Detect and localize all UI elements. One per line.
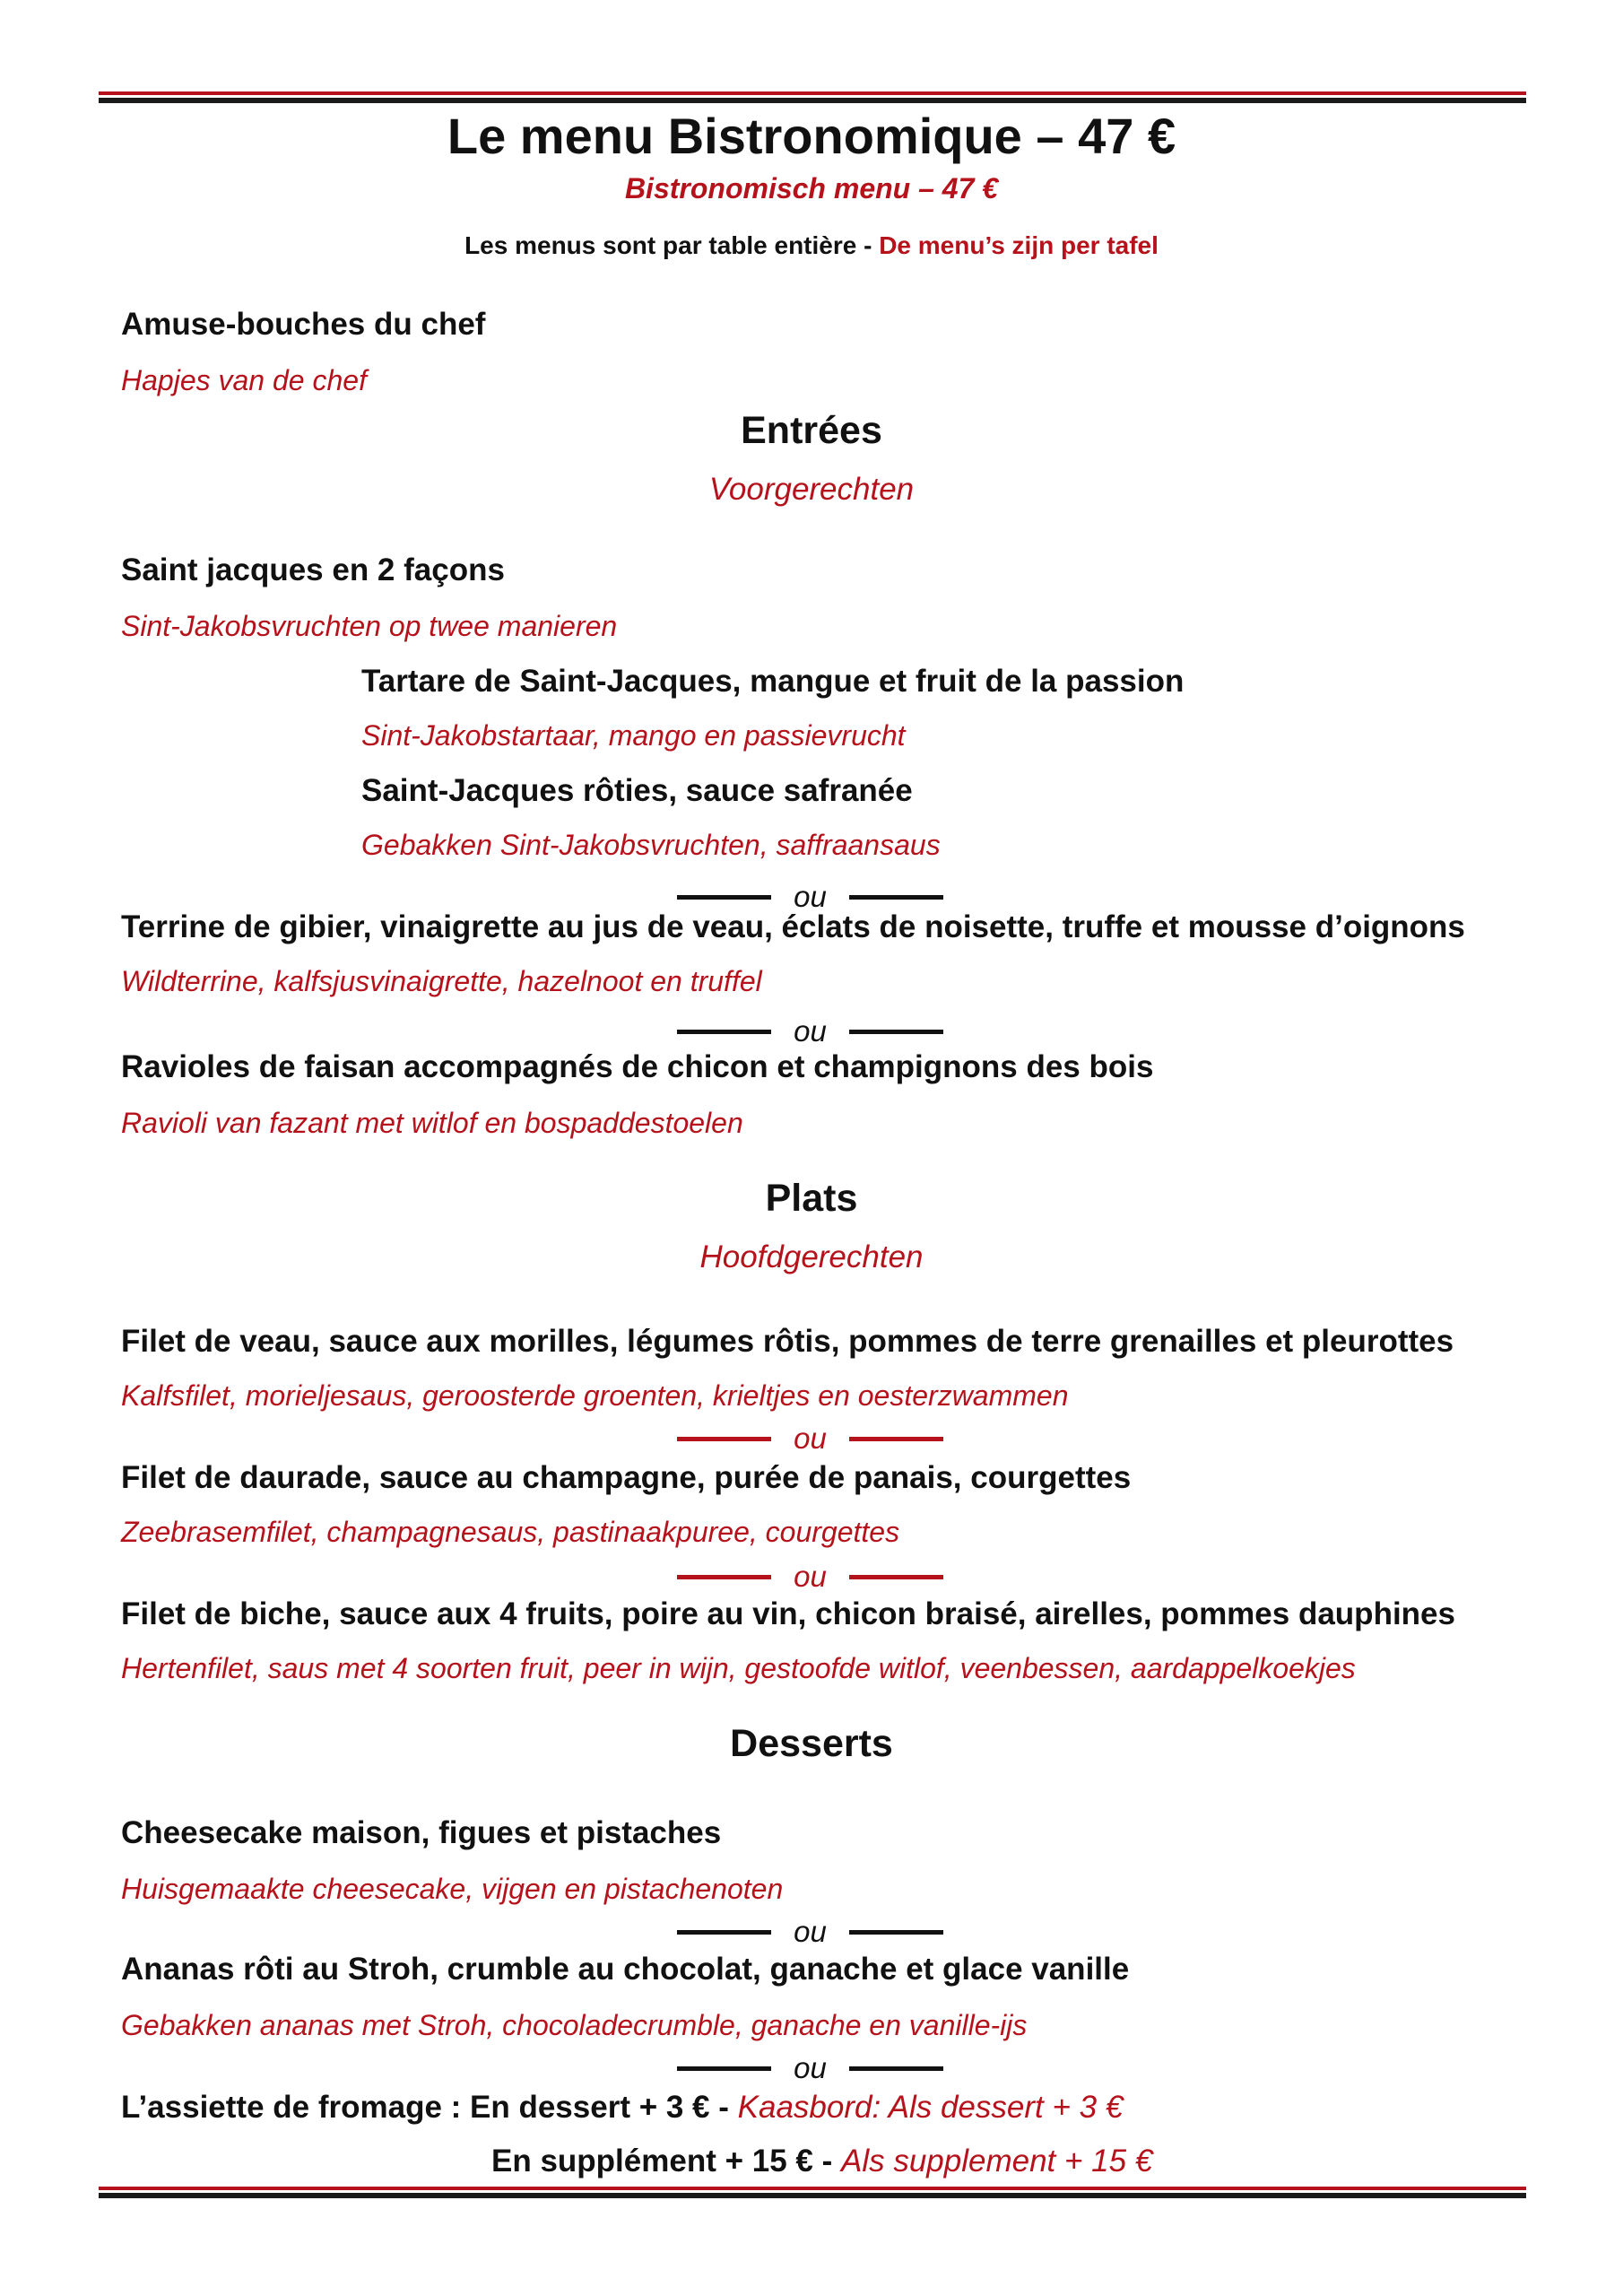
section-entrees-title-nl: Voorgerechten [708, 472, 915, 507]
terrine-nl: Wildterrine, kalfsjusvinaigrette, hazelnoot en truffel [121, 965, 762, 997]
cheesecake-fr: Cheesecake maison, figues et pistaches [121, 1815, 722, 1850]
section-desserts-title: Desserts [730, 1722, 893, 1765]
page-subtitle: Bistronomisch menu – 47 € [624, 172, 999, 204]
supplement-nl: Als supplement + 15 € [840, 2144, 1153, 2179]
top-rule [99, 91, 1526, 103]
ravioles-fr: Ravioles de faisan accompagnés de chicon et champignons des bois [121, 1049, 1154, 1084]
separator-or: ou [0, 1421, 1623, 1453]
cheesecake-nl: Huisgemaakte cheesecake, vijgen en pistachenoten [121, 1873, 784, 1905]
saint-jacques-nl: Sint-Jakobsvruchten op twee manieren [121, 610, 618, 642]
section-entrees-title: Entrées [741, 409, 882, 452]
saint-jacques-sub2-nl: Gebakken Sint-Jakobsvruchten, saffraansaus [361, 829, 941, 861]
ravioles-nl: Ravioli van fazant met witlof en bospaddestoelen [121, 1107, 743, 1139]
saint-jacques-fr: Saint jacques en 2 façons [121, 552, 505, 587]
table-note-nl: De menu’s zijn per tafel [879, 231, 1159, 259]
separator-or: ou [0, 1559, 1623, 1591]
biche-fr: Filet de biche, sauce aux 4 fruits, poire au vin, chicon braisé, airelles, pommes dauphines [121, 1596, 1455, 1631]
page-title: Le menu Bistronomique – 47 € [447, 108, 1176, 164]
separator-or: ou [0, 2050, 1623, 2083]
amuse-fr: Amuse-bouches du chef [121, 307, 486, 342]
cheese-plate-nl: Kaasbord: Als dessert + 3 € [737, 2090, 1124, 2125]
ananas-fr: Ananas rôti au Stroh, crumble au chocolat, ganache et glace vanille [121, 1952, 1130, 1987]
biche-nl: Hertenfilet, saus met 4 soorten fruit, peer in wijn, gestoofde witlof, veenbessen, aardappelkoekjes [121, 1652, 1356, 1684]
saint-jacques-sub1-fr: Tartare de Saint-Jacques, mangue et fruit de la passion [361, 664, 1185, 699]
section-plats-title-nl: Hoofdgerechten [699, 1239, 924, 1274]
daurade-fr: Filet de daurade, sauce au champagne, purée de panais, courgettes [121, 1460, 1132, 1495]
terrine-fr: Terrine de gibier, vinaigrette au jus de veau, éclats de noisette, truffe et mousse d’oignons [121, 909, 1465, 944]
cheese-plate-fr: L’assiette de fromage : En dessert + 3 € - [121, 2090, 729, 2125]
section-plats-title: Plats [765, 1177, 858, 1220]
separator-or: ou [0, 1013, 1623, 1046]
saint-jacques-sub1-nl: Sint-Jakobstartaar, mango en passievrucht [361, 719, 906, 752]
separator-or: ou [0, 1914, 1623, 1946]
supplement-line [491, 2144, 1152, 2179]
veau-fr: Filet de veau, sauce aux morilles, légumes rôtis, pommes de terre grenailles et pleurottes [121, 1324, 1454, 1359]
veau-nl: Kalfsfilet, morieljesaus, geroosterde groenten, krieltjes en oesterzwammen [121, 1379, 1069, 1412]
cheese-plate-line [121, 2090, 1123, 2126]
bottom-rule [99, 2187, 1526, 2198]
separator-or: ou [0, 879, 1623, 911]
supplement-fr: En supplément + 15 € - [491, 2144, 833, 2179]
daurade-nl: Zeebrasemfilet, champagnesaus, pastinaakpuree, courgettes [121, 1516, 900, 1548]
saint-jacques-sub2-fr: Saint-Jacques rôties, sauce safranée [361, 773, 913, 808]
ananas-nl: Gebakken ananas met Stroh, chocoladecrumble, ganache en vanille-ijs [121, 2009, 1028, 2041]
table-note [0, 231, 1623, 260]
amuse-nl: Hapjes van de chef [121, 364, 367, 396]
table-note-fr: Les menus sont par table entière - [464, 231, 872, 259]
